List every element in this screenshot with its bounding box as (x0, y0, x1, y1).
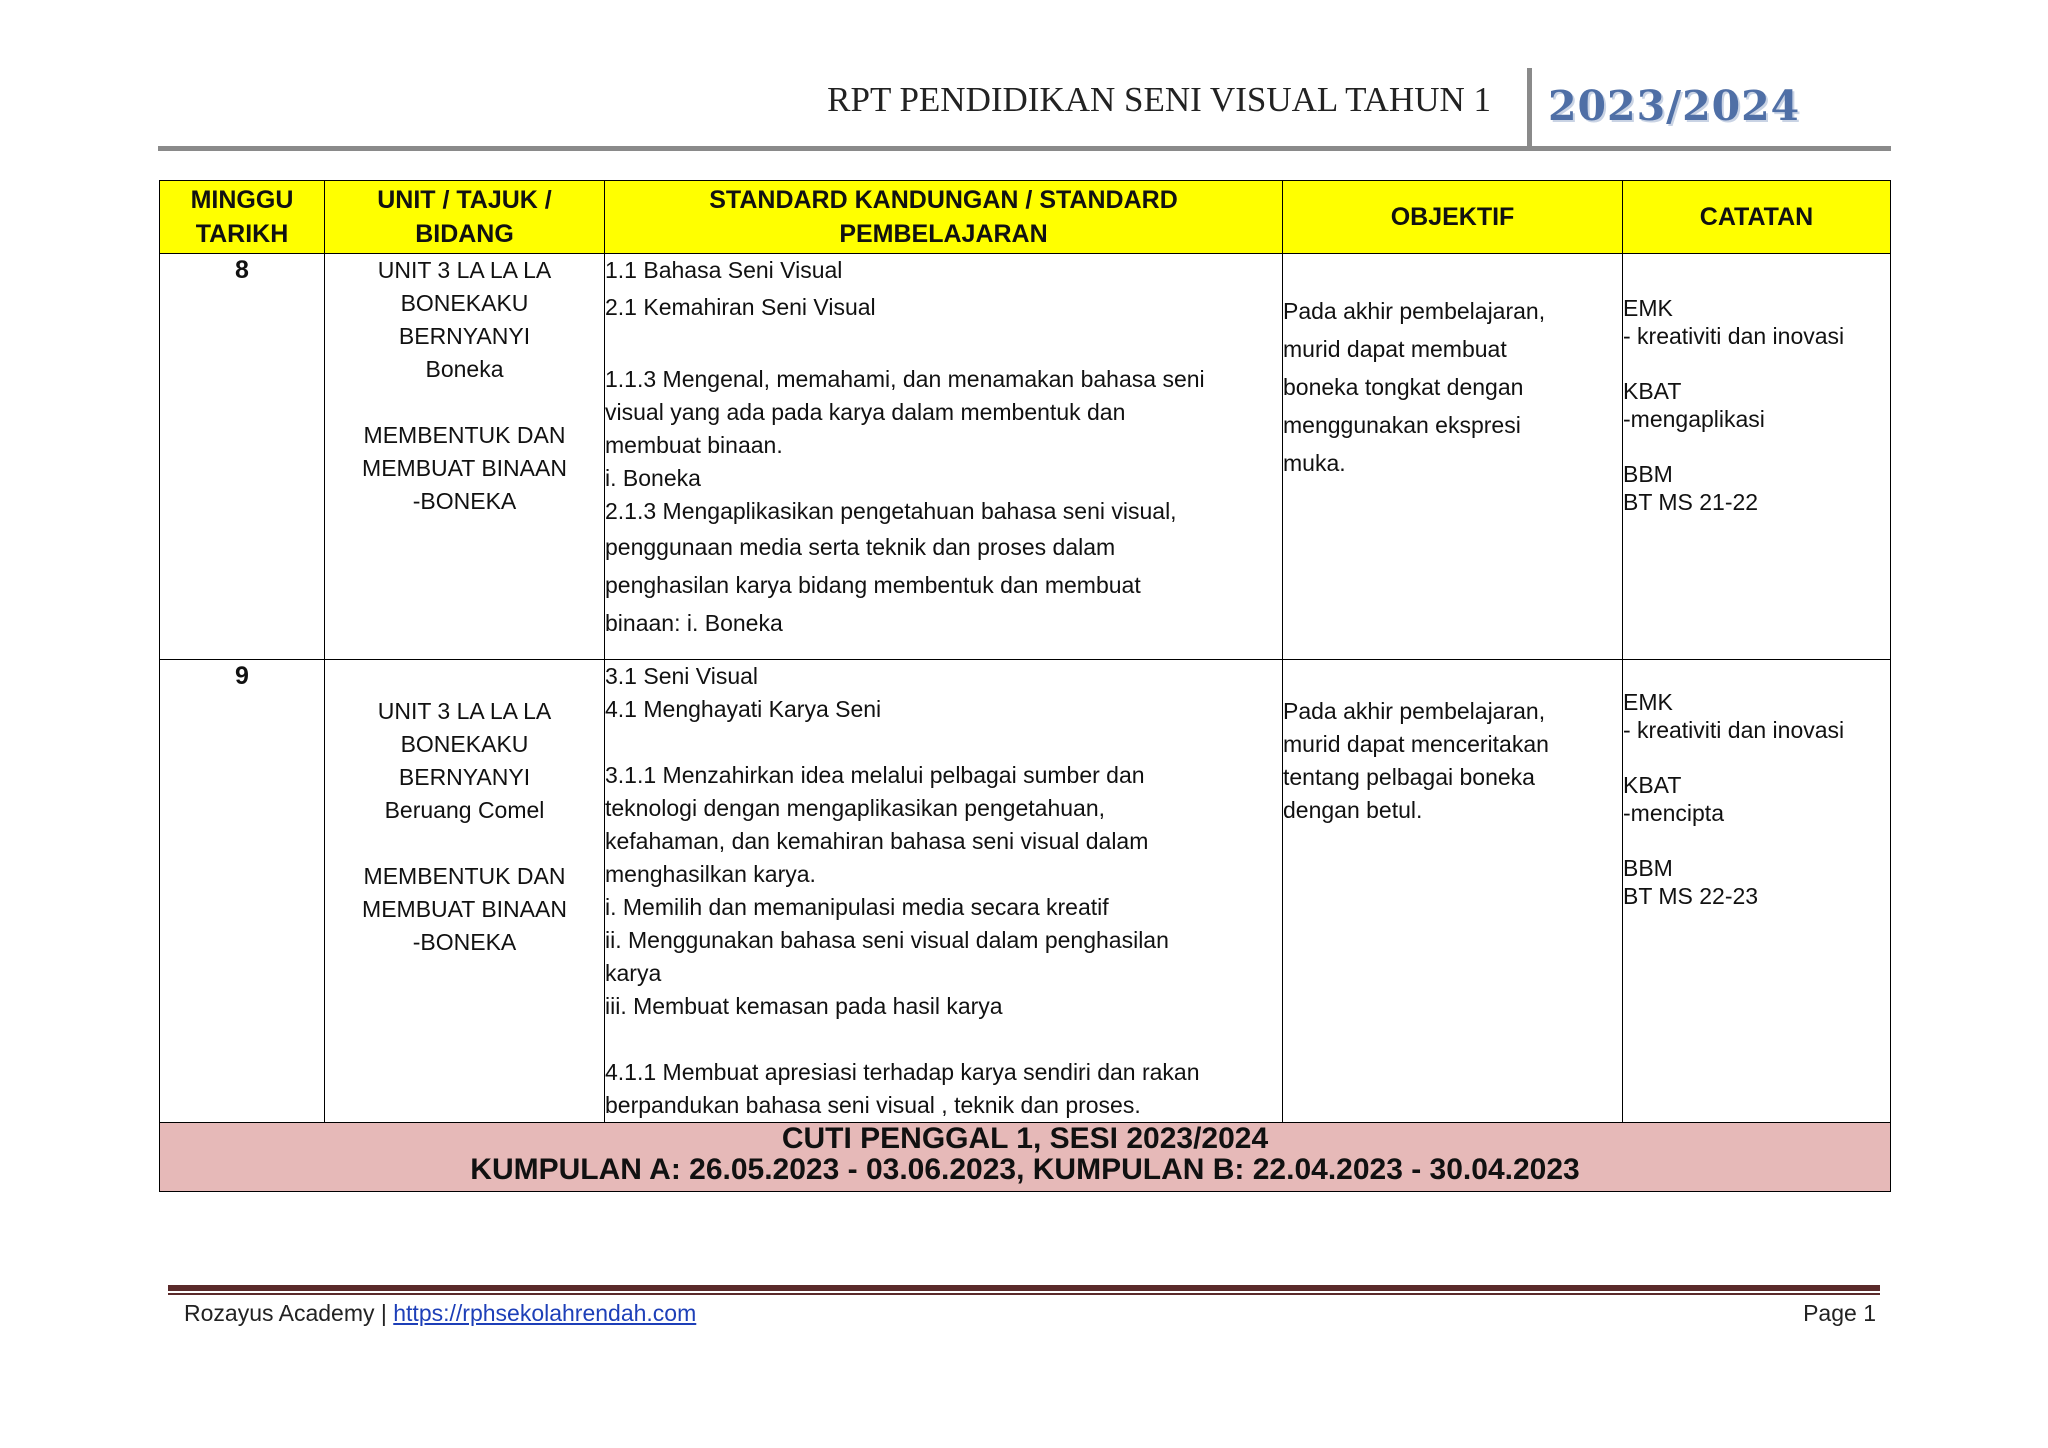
header-divider (1527, 68, 1532, 146)
header-catatan: CATATAN (1623, 181, 1891, 254)
header-unit: UNIT / TAJUK / BIDANG (325, 181, 605, 254)
table-row (160, 660, 1891, 1123)
header-standard: STANDARD KANDUNGAN / STANDARD PEMBELAJARAN (605, 181, 1283, 254)
table-header-row (160, 181, 1891, 254)
footer-org: Rozayus Academy | (184, 1300, 394, 1326)
week-number: 9 (160, 660, 325, 1123)
objective-cell: Pada akhir pembelajaran, murid dapat menceritakan tentang pelbagai boneka dengan betul. (1283, 660, 1623, 1123)
unit-cell: UNIT 3 LA LA LA BONEKAKU BERNYANYI Boneka MEMBENTUK DAN MEMBUAT BINAAN -BONEKA (325, 254, 605, 660)
holiday-row (160, 1123, 1891, 1192)
page-number: Page 1 (1803, 1300, 1876, 1326)
standard-cell: 3.1 Seni Visual 4.1 Menghayati Karya Seni 3.1.1 Menzahirkan idea melalui pelbagai sumber dan teknologi dengan mengaplikasikan pengetahuan, kefahaman, dan kemahiran bahasa seni visual dalam menghasilkan karya. i. Memilih dan memanipulasi media secara kreatif ii. Menggunakan bahasa seni visual dalam penghasilan karya iii. Membuat kemasan pada hasil karya 4.1.1 Membuat apresiasi terhadap karya sendiri dan rakan berpandukan bahasa seni visual , teknik dan proses. (605, 660, 1283, 1123)
unit-cell: UNIT 3 LA LA LA BONEKAKU BERNYANYI Beruang Comel MEMBENTUK DAN MEMBUAT BINAAN -BONEKA (325, 660, 605, 1123)
footer-credit (184, 1300, 696, 1327)
week-number: 8 (160, 254, 325, 660)
document-year: 2023/2024 (1548, 82, 1801, 130)
notes-cell: EMK - kreativiti dan inovasi KBAT -mengaplikasi BBM BT MS 21-22 (1623, 254, 1891, 660)
header-rule (158, 146, 1891, 151)
holiday-title: CUTI PENGGAL 1, SESI 2023/2024 (781, 1122, 1269, 1155)
objective-cell: Pada akhir pembelajaran, murid dapat membuat boneka tongkat dengan menggunakan ekspresi muka. (1283, 254, 1623, 660)
holiday-cell (160, 1123, 1891, 1192)
footer-rule-thick (168, 1285, 1880, 1291)
page-header (158, 60, 1891, 152)
header-objektif: OBJEKTIF (1283, 181, 1623, 254)
notes-cell: EMK - kreativiti dan inovasi KBAT -mencipta BBM BT MS 22-23 (1623, 660, 1891, 1123)
standard-cell: 1.1 Bahasa Seni Visual 2.1 Kemahiran Seni Visual 1.1.3 Mengenal, memahami, dan menamakan bahasa seni visual yang ada pada karya dalam membentuk dan membuat binaan. i. Boneka 2.1.3 Mengaplikasikan pengetahuan bahasa seni visual, penggunaan media serta teknik dan proses dalam penghasilan karya bidang membentuk dan membuat binaan: i. Boneka (605, 254, 1283, 660)
footer-link[interactable]: https://rphsekolahrendah.com (393, 1300, 697, 1326)
lesson-plan-table (159, 180, 1891, 1192)
header-minggu: MINGGU TARIKH (160, 181, 325, 254)
document-title: RPT PENDIDIKAN SENI VISUAL TAHUN 1 (827, 80, 1491, 119)
table-row (160, 254, 1891, 660)
holiday-dates: KUMPULAN A: 26.05.2023 - 03.06.2023, KUMPULAN B: 22.04.2023 - 30.04.2023 (470, 1153, 1580, 1186)
footer-rule-thin (168, 1293, 1880, 1295)
